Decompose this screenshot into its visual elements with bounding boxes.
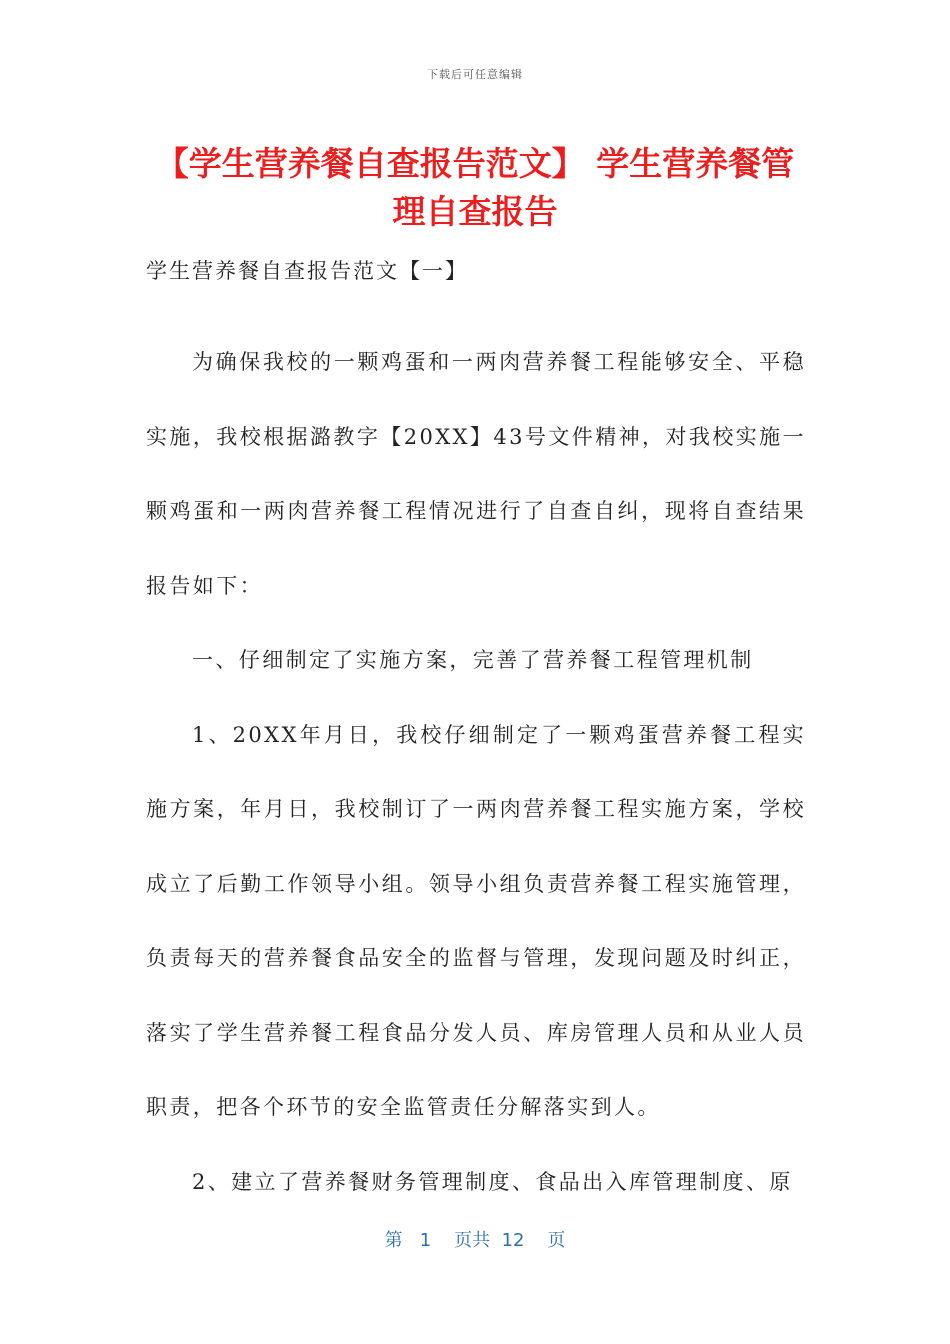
document-body xyxy=(146,325,806,1219)
document-title: 【学生营养餐自查报告范文】 学生营养餐管理自查报告 xyxy=(155,144,795,231)
footer-prefix: 第 xyxy=(384,1230,403,1251)
footer-middle: 页共 xyxy=(454,1230,491,1251)
footer-current-page: 1 xyxy=(419,1230,432,1251)
paragraph-item-one: 1、20XX年月日，我校仔细制定了一颗鸡蛋营养餐工程实施方案，年月日，我校制订了一两肉营养餐工程实施方案，学校成立了后勤工作领导小组。领导小组负责营养餐工程实施管理，负责每天的营养餐食品安全的监督与管理，发现问题及时纠正，落实了学生营养餐工程食品分发人员、库房管理人员和从业人员职责，把各个环节的安全监管责任分解落实到人。 xyxy=(146,722,806,1119)
footer-suffix: 页 xyxy=(547,1230,566,1251)
paragraph-item-two: 2、建立了营养餐财务管理制度、食品出入库管理制度、原 xyxy=(192,1169,793,1194)
page-footer xyxy=(0,1226,950,1252)
paragraph-intro: 为确保我校的一颗鸡蛋和一两肉营养餐工程能够安全、平稳实施，我校根据潞教字【20XX】43号文件精神，对我校实施一颗鸡蛋和一两肉营养餐工程情况进行了自查自纠，现将自查结果报告如下： xyxy=(146,350,806,598)
section-subheading: 学生营养餐自查报告范文【一】 xyxy=(146,259,468,283)
footer-total-pages: 12 xyxy=(501,1230,525,1251)
paragraph-section-one-heading: 一、仔细制定了实施方案，完善了营养餐工程管理机制 xyxy=(192,648,754,672)
header-note: 下载后可任意编辑 xyxy=(427,68,523,81)
